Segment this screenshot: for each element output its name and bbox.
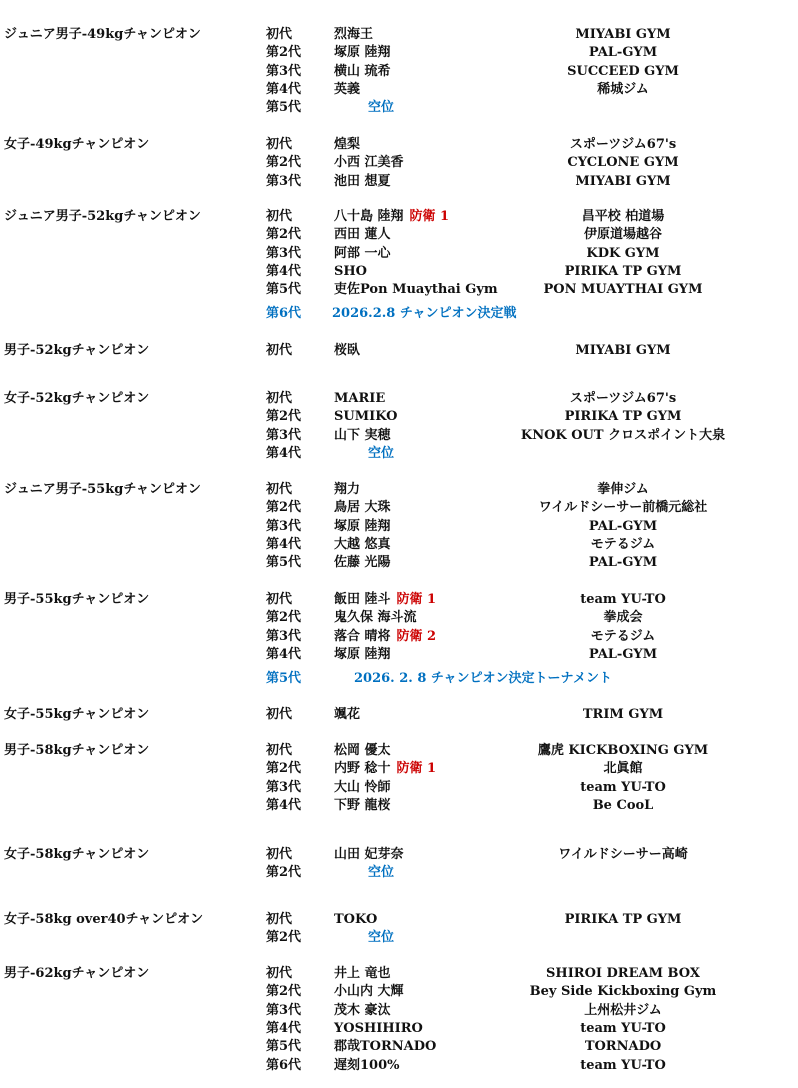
generation-label: 第5代 [266, 100, 302, 116]
generation-label: 第4代 [266, 263, 302, 279]
generation-label: 初代 [266, 209, 293, 224]
generation-label: 第5代 [266, 282, 302, 298]
generation-label: 第3代 [266, 427, 302, 443]
champion-row [0, 518, 798, 536]
schedule-note: 2026. 2. 8 チャンピオン決定トーナメント [354, 671, 612, 686]
champion-name [334, 499, 391, 517]
division-title: 男子-55kgチャンピオン [4, 592, 150, 607]
champion-name [334, 44, 391, 62]
champion-name [334, 26, 373, 44]
champion-name-text: 塚原 陸翔 [334, 45, 391, 61]
champion-name [334, 628, 436, 646]
generation-label: 第2代 [266, 610, 302, 626]
vacant-label [368, 864, 394, 882]
champion-name [334, 263, 367, 281]
champion-name-text: 池田 想夏 [334, 173, 391, 189]
champion-row [0, 173, 798, 191]
champion-name [334, 63, 391, 81]
champion-name [334, 1057, 400, 1075]
champion-name-text: 下野 龍桜 [334, 797, 391, 813]
champion-name-text: TOKO [334, 912, 378, 927]
defense-count: 防衛 1 [409, 209, 450, 224]
champion-name [334, 646, 391, 664]
champion-name [334, 706, 360, 724]
champion-name [334, 518, 391, 536]
division-title: 女子-52kgチャンピオン [4, 391, 150, 406]
defense-count: 防衛 1 [396, 761, 437, 777]
generation-label: 第4代 [266, 81, 302, 97]
gym-name: PAL-GYM [588, 555, 658, 571]
defense-count: 防衛 1 [396, 592, 437, 607]
champion-name [334, 609, 417, 627]
generation-label: 第3代 [266, 1002, 302, 1018]
champion-name [334, 846, 404, 864]
generation-label: 初代 [266, 343, 293, 358]
champion-name-text: 松岡 優太 [334, 743, 391, 758]
champion-row [0, 1002, 798, 1020]
gym-name: 稀城ジム [597, 81, 649, 97]
gym-name: PAL-GYM [588, 646, 658, 662]
champion-name [334, 408, 397, 426]
champion-row [0, 408, 798, 426]
gym-name: KNOK OUT クロスポイント大泉 [520, 427, 726, 443]
gym-name: team YU-TO [580, 1020, 666, 1036]
generation-label: 初代 [266, 592, 293, 607]
generation-label: 第2代 [266, 409, 302, 425]
division-title: 男子-52kgチャンピオン [4, 343, 150, 358]
champion-row [0, 846, 798, 864]
gym-name: 昌平校 柏道場 [581, 209, 665, 224]
champion-name-text: 小西 江美香 [334, 155, 404, 171]
generation-label: 第5代 [266, 1039, 302, 1055]
champion-row [0, 591, 798, 609]
champion-row [0, 481, 798, 499]
champion-row [0, 81, 798, 99]
division-title: ジュニア男子-52kgチャンピオン [4, 209, 201, 224]
gym-name: PAL-GYM [588, 45, 658, 61]
generation-label: 第6代 [266, 1057, 302, 1073]
generation-label: 第2代 [266, 500, 302, 516]
champion-name-text: 空位 [368, 100, 395, 116]
generation-label: 初代 [266, 27, 293, 42]
champion-row [0, 983, 798, 1001]
generation-label: 第6代 [266, 306, 302, 321]
generation-label: 第4代 [266, 445, 302, 461]
champion-name [334, 536, 391, 554]
division-title: ジュニア男子-55kgチャンピオン [4, 482, 201, 497]
champion-name [334, 427, 391, 445]
generation-label: 第3代 [266, 779, 302, 795]
champion-name [334, 154, 404, 172]
gym-name: 伊原道場越谷 [583, 227, 662, 243]
champion-row [0, 445, 798, 463]
gym-name: TORNADO [584, 1039, 662, 1055]
champion-name-text: MARIE [334, 391, 386, 406]
gym-name: ワイルドシーサー前橋元総社 [538, 500, 708, 516]
gym-name: SUCCEED GYM [567, 63, 679, 79]
champion-name-text: 横山 琉希 [334, 63, 391, 79]
champion-row [0, 797, 798, 815]
gym-name: PIRIKA TP GYM [564, 409, 682, 425]
gym-name: team YU-TO [580, 592, 666, 607]
schedule-row [0, 670, 798, 688]
gym-name: モテるジム [590, 536, 656, 552]
champion-name-text: 空位 [368, 865, 395, 881]
generation-label: 初代 [266, 912, 293, 927]
gym-name: スポーツジム67's [569, 137, 677, 152]
generation-label: 初代 [266, 707, 293, 722]
generation-label: 第4代 [266, 1020, 302, 1036]
champion-name-text: 鬼久保 海斗流 [334, 610, 417, 626]
generation-label: 第4代 [266, 797, 302, 813]
gym-name: MIYABI GYM [575, 27, 671, 42]
gym-name: ワイルドシーサー高崎 [558, 847, 688, 862]
champion-row [0, 263, 798, 281]
champion-row [0, 342, 798, 360]
vacant-label [368, 99, 394, 117]
champion-name-text: 山田 妃芽奈 [334, 847, 404, 862]
champion-name [334, 1020, 423, 1038]
champion-row [0, 1020, 798, 1038]
champion-name [334, 591, 436, 609]
champion-row [0, 609, 798, 627]
champion-name [334, 136, 360, 154]
gym-name: 拳伸ジム [597, 482, 649, 497]
generation-label: 初代 [266, 137, 293, 152]
generation-label: 第5代 [266, 555, 302, 571]
gym-name: PIRIKA TP GYM [564, 263, 682, 279]
division-title: 女子-49kgチャンピオン [4, 137, 150, 152]
gym-name: PAL-GYM [588, 518, 658, 534]
champion-name-text: 翔力 [334, 482, 361, 497]
champion-name-text: 落合 晴将 [334, 628, 391, 644]
champion-row [0, 26, 798, 44]
generation-label: 第3代 [266, 518, 302, 534]
vacant-label [368, 929, 394, 947]
gym-name: モテるジム [590, 628, 656, 644]
gym-name: TRIM GYM [582, 707, 664, 722]
gym-name: team YU-TO [580, 779, 666, 795]
division-title: 女子-55kgチャンピオン [4, 707, 150, 722]
division-title: 男子-62kgチャンピオン [4, 966, 150, 981]
champion-name-text: 吏佐Pon Muaythai Gym [334, 282, 498, 298]
gym-name: 北眞館 [603, 761, 643, 777]
champion-row [0, 63, 798, 81]
champion-name [334, 208, 449, 226]
champion-name-text: 遅刻100% [334, 1057, 400, 1073]
champion-row [0, 245, 798, 263]
division-title: 女子-58kg over40チャンピオン [4, 912, 204, 927]
champion-name [334, 983, 404, 1001]
champion-name-text: 空位 [368, 445, 395, 461]
champion-row [0, 864, 798, 882]
champion-row [0, 281, 798, 299]
gym-name: スポーツジム67's [569, 391, 677, 406]
champion-row [0, 536, 798, 554]
generation-label: 第3代 [266, 628, 302, 644]
champion-name [334, 797, 391, 815]
gym-name: SHIROI DREAM BOX [546, 966, 700, 981]
champion-row [0, 628, 798, 646]
champion-name-text: 塚原 陸翔 [334, 518, 391, 534]
generation-label: 第2代 [266, 155, 302, 171]
gym-name: team YU-TO [580, 1057, 666, 1073]
gym-name: Bey Side Kickboxing Gym [529, 984, 717, 1000]
division-title: 男子-58kgチャンピオン [4, 743, 150, 758]
champion-name-text: 空位 [368, 930, 395, 946]
champion-row [0, 427, 798, 445]
champion-name [334, 760, 436, 778]
gym-name: 上州松井ジム [584, 1002, 662, 1018]
champion-name [334, 965, 391, 983]
champion-row [0, 1038, 798, 1056]
champion-name [334, 1002, 391, 1020]
generation-label: 第2代 [266, 930, 302, 946]
champion-name [334, 554, 391, 572]
champion-name [334, 245, 391, 263]
champion-row [0, 554, 798, 572]
champion-row [0, 760, 798, 778]
champion-name-text: 佐藤 光陽 [334, 555, 391, 571]
generation-label: 第5代 [266, 671, 302, 686]
generation-label: 第2代 [266, 761, 302, 777]
generation-label: 第4代 [266, 536, 302, 552]
champion-row [0, 706, 798, 724]
champion-row [0, 208, 798, 226]
champion-name-text: 小山内 大輝 [334, 984, 404, 1000]
champion-row [0, 99, 798, 117]
generation-label: 第2代 [266, 45, 302, 61]
champion-name-text: 烈海王 [334, 27, 374, 42]
gym-name: PON MUAYTHAI GYM [543, 282, 703, 298]
champion-name [334, 173, 391, 191]
champion-name-text: SUMIKO [334, 409, 398, 425]
generation-label: 第2代 [266, 865, 302, 881]
gym-name: PIRIKA TP GYM [564, 912, 682, 927]
champion-name [334, 779, 391, 797]
champion-row [0, 646, 798, 664]
champion-name-text: 山下 実穂 [334, 427, 391, 443]
gym-name: MIYABI GYM [575, 173, 671, 189]
champion-name-text: 桜臥 [334, 343, 361, 358]
defense-count: 防衛 2 [396, 628, 437, 644]
champion-name-text: 飯田 陸斗 [334, 592, 391, 607]
champion-row [0, 499, 798, 517]
champion-name-text: 塚原 陸翔 [334, 646, 391, 662]
champion-name-text: 郡哉TORNADO [334, 1039, 437, 1055]
champion-name [334, 742, 391, 760]
division-title: 女子-58kgチャンピオン [4, 847, 150, 862]
champion-name-text: 内野 稔十 [334, 761, 391, 777]
champion-row [0, 154, 798, 172]
gym-name: KDK GYM [586, 245, 660, 261]
champion-name-text: 煌梨 [334, 137, 361, 152]
champion-name-text: 英義 [334, 81, 361, 97]
champion-name [334, 81, 360, 99]
champion-row [0, 911, 798, 929]
champion-row [0, 779, 798, 797]
gym-name: Be CooL [592, 797, 654, 813]
champion-row [0, 226, 798, 244]
gym-name: 拳成会 [603, 610, 643, 626]
gym-name: MIYABI GYM [575, 343, 671, 358]
schedule-row [0, 305, 798, 323]
vacant-label [368, 445, 394, 463]
generation-label: 第3代 [266, 245, 302, 261]
generation-label: 初代 [266, 743, 293, 758]
generation-label: 初代 [266, 391, 293, 406]
champion-name-text: 西田 蓮人 [334, 227, 391, 243]
generation-label: 初代 [266, 482, 293, 497]
champion-name-text: 鳥居 大珠 [334, 500, 391, 516]
generation-label: 第4代 [266, 646, 302, 662]
champion-name [334, 342, 360, 360]
champion-row [0, 742, 798, 760]
champion-row [0, 44, 798, 62]
champion-name [334, 1038, 436, 1056]
champion-name-text: 茂木 豪汰 [334, 1002, 391, 1018]
champion-name [334, 911, 377, 929]
champion-name-text: 大越 悠真 [334, 536, 391, 552]
generation-label: 初代 [266, 847, 293, 862]
generation-label: 第2代 [266, 984, 302, 1000]
division-title: ジュニア男子-49kgチャンピオン [4, 27, 201, 42]
champion-name [334, 481, 360, 499]
champion-name [334, 281, 498, 299]
champion-row [0, 929, 798, 947]
champion-row [0, 390, 798, 408]
schedule-note: 2026.2.8 チャンピオン決定戦 [332, 306, 517, 321]
generation-label: 第3代 [266, 63, 302, 79]
generation-label: 第3代 [266, 173, 302, 189]
champion-row [0, 136, 798, 154]
gym-name: CYCLONE GYM [567, 155, 679, 171]
champion-name-text: 井上 竜也 [334, 966, 391, 981]
generation-label: 第2代 [266, 227, 302, 243]
champion-row [0, 1057, 798, 1075]
gym-name: 鷹虎 KICKBOXING GYM [537, 743, 709, 758]
generation-label: 初代 [266, 966, 293, 981]
champion-name-text: SHO [334, 263, 367, 279]
champion-name [334, 226, 391, 244]
champion-name [334, 390, 385, 408]
champion-name-text: 阿部 一心 [334, 245, 391, 261]
champion-name-text: 大山 怜師 [334, 779, 391, 795]
champion-name-text: 八十島 陸翔 [334, 209, 404, 224]
champion-name-text: 颯花 [334, 707, 361, 722]
champion-row [0, 965, 798, 983]
champion-name-text: YOSHIHIRO [334, 1020, 423, 1036]
